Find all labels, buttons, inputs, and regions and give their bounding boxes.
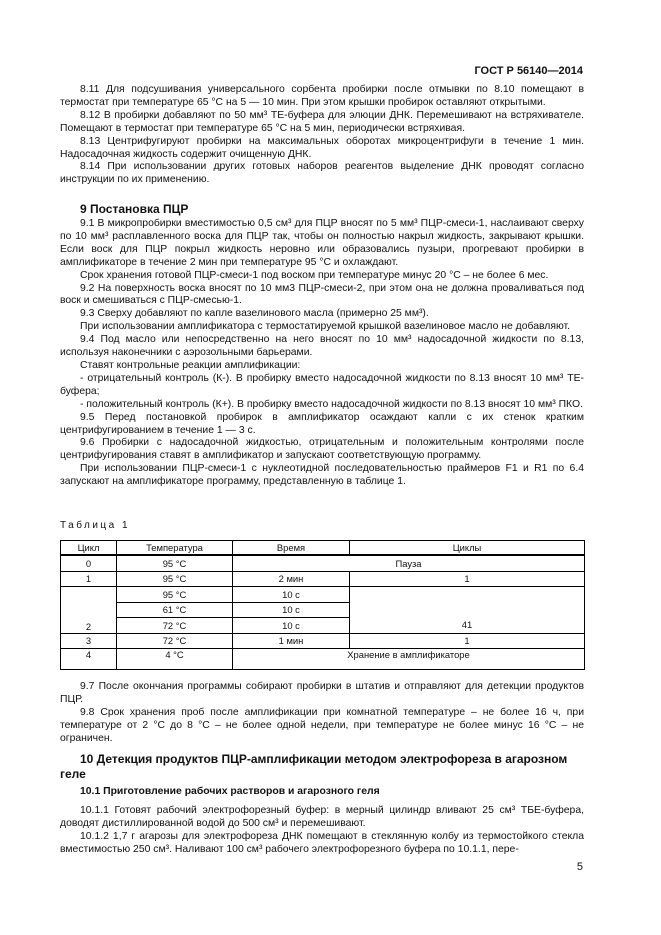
section9-body	[60, 218, 584, 489]
table-row	[61, 633, 585, 649]
section9-title: 9 Постановка ПЦР	[80, 202, 189, 216]
header-cell: Время	[233, 541, 350, 556]
merged-cell: Пауза	[233, 555, 585, 571]
section10-title: 10 Детекция продуктов ПЦР-амплификации методом электрофореза в агарозном геле	[60, 752, 568, 781]
temp-cell: 95 °С	[117, 587, 233, 603]
paragraph: При использовании ПЦР-смеси-1 с нуклеотидной последовательностью праймеров F1 и R1 по 6.4 запускают на амплификаторе программу, представленную в таблице 1.	[60, 463, 584, 488]
time-cell: 10 с	[233, 587, 350, 603]
cycle-cell: 4	[61, 649, 117, 670]
section10-subtitle: 10.1 Приготовление рабочих растворов и агарозного геля	[80, 786, 380, 797]
header-cell: Циклы	[350, 541, 585, 556]
table-row	[61, 587, 585, 603]
paragraph: 8.12 В пробирки добавляют по 50 мм³ ТЕ-буфера для элюции ДНК. Перемешивают на встряхивателе. Помещают в термостат при температуре 65 °С на 5 мин, периодически встряхивая.	[60, 109, 584, 134]
paragraph: 10.1.2 1,7 г агарозы для электрофореза ДНК помещают в стеклянную колбу из термостойкого стекла вместимостью 250 см³. Наливают 100 см³ рабочего электрофорезного буфера по 10.1.1, пере-	[60, 830, 584, 855]
time-cell: 10 с	[233, 602, 350, 618]
cycles-cell: 1	[350, 571, 585, 587]
standard-header: ГОСТ Р 56140—2014	[474, 65, 583, 77]
header-cell: Температура	[117, 541, 233, 556]
temp-cell: 4 °С	[117, 649, 233, 670]
paragraph: - положительный контроль (К+). В пробирку вместо надосадочной жидкости по 8.13 вносят 10 мм³ ПКО.	[80, 398, 583, 410]
paragraph: 9.6 Пробирки с надосадочной жидкостью, отрицательным и положительным контролями после центрифугирования ставят в амплификатор и запускают соответствующую программу.	[60, 437, 584, 462]
section8-tail	[60, 84, 584, 187]
temp-cell: 95 °С	[117, 571, 233, 587]
paragraph: - отрицательный контроль (К-). В пробирку вместо надосадочной жидкости по 8.13 вносят 10 мм³ ТЕ-буфера;	[60, 372, 584, 397]
time-cell: 10 с	[233, 618, 350, 634]
temp-cell: 72 °С	[117, 618, 233, 634]
paragraph: При использовании амплификатора с термостатируемой крышкой вазелиновое масло не добавляют.	[80, 321, 571, 333]
section10-body	[60, 805, 584, 857]
table-caption: Таблица 1	[60, 520, 131, 531]
page-number: 5	[576, 861, 583, 873]
paragraph: 9.5 Перед постановкой пробирок в амплификатор осаждают капли с их стенок кратким центрифугированием в течение 1 — 3 с.	[60, 411, 584, 436]
cycle-cell: 2	[61, 587, 117, 634]
paragraph: 9.7 После окончания программы собирают пробирки в штатив и отправляют для детекции продуктов ПЦР.	[60, 681, 584, 705]
paragraph: 8.13 Центрифугируют пробирки на максимальных оборотах микроцентрифуги в течение 1 мин. Надосадочная жидкость содержит очищенную ДНК.	[60, 135, 584, 160]
paragraph: 8.11 Для подсушивания универсального сорбента пробирки после отмывки по 8.10 помещают в термостат при температуре 65 °С на 5 — 10 мин. При этом крышки пробирок оставляют открытыми.	[60, 84, 584, 108]
after-table-text	[60, 681, 584, 746]
paragraph: 9.2 На поверхность воска вносят по 10 мм3 ПЦР-смеси-2, при этом она не должна проваливаться под воск и смешиваться с ПЦР-смесью-1.	[60, 282, 584, 307]
temp-cell: 72 °С	[117, 633, 233, 649]
merged-cell: Хранение в амплификаторе	[233, 649, 585, 670]
paragraph: 10.1.1 Готовят рабочий электрофорезный буфер: в мерный цилиндр вливают 25 см³ ТБЕ-буфера, доводят дистиллированной водой до 500 см³ и перемешивают.	[60, 805, 584, 829]
cycles-cell: 41	[350, 587, 585, 634]
header-cell: Цикл	[61, 541, 117, 556]
time-cell: 1 мин	[233, 633, 350, 649]
paragraph: 9.4 Под масло или непосредственно на него вносят по 10 мм³ надосадочной жидкости по 8.13, используя наконечники с аэрозольными барьерами.	[60, 334, 584, 359]
cycles-cell: 1	[350, 633, 585, 649]
paragraph: 9.3 Сверху добавляют по капле вазелинового масла (примерно 25 мм³).	[80, 308, 429, 320]
cycle-cell: 1	[61, 571, 117, 587]
cycle-cell: 3	[61, 633, 117, 649]
temp-cell: 95 °С	[117, 555, 233, 571]
table-row	[61, 649, 585, 670]
paragraph: 9.8 Срок хранения проб после амплификации при комнатной температуре – не более 16 ч, при температуре от 2 °С до 8 °С – не более одной недели, при температуре не более минус 16 °С – не ограничен.	[60, 706, 584, 744]
paragraph: 9.1 В микропробирки вместимостью 0,5 см³ для ПЦР вносят по 5 мм³ ПЦР-смеси-1, наслаивают сверху по 10 мм³ расплавленного воска для ПЦР так, чтобы он полностью накрыл жидкость, закрывают крышки. Если воск для ПЦР покрыл жидкость неровно или образовались пузыри, прогревают пробирки в амплификаторе в течение 2 мин при температуре 95 °С и охлаждают.	[60, 218, 584, 268]
pcr-program-table	[60, 540, 585, 670]
time-cell: 2 мин	[233, 571, 350, 587]
cycle-cell: 0	[61, 555, 117, 571]
paragraph: Ставят контрольные реакции амплификации:	[80, 359, 301, 371]
paragraph: Срок хранения готовой ПЦР-смеси-1 под воском при температуре минус 20 °С – не более 6 мес.	[80, 269, 549, 281]
table-row	[61, 555, 585, 571]
table-header-row	[61, 541, 585, 556]
paragraph: 8.14 При использовании других готовых наборов реагентов выделение ДНК проводят согласно инструкции по их применению.	[60, 161, 584, 186]
table-row	[61, 571, 585, 587]
temp-cell: 61 °С	[117, 602, 233, 618]
